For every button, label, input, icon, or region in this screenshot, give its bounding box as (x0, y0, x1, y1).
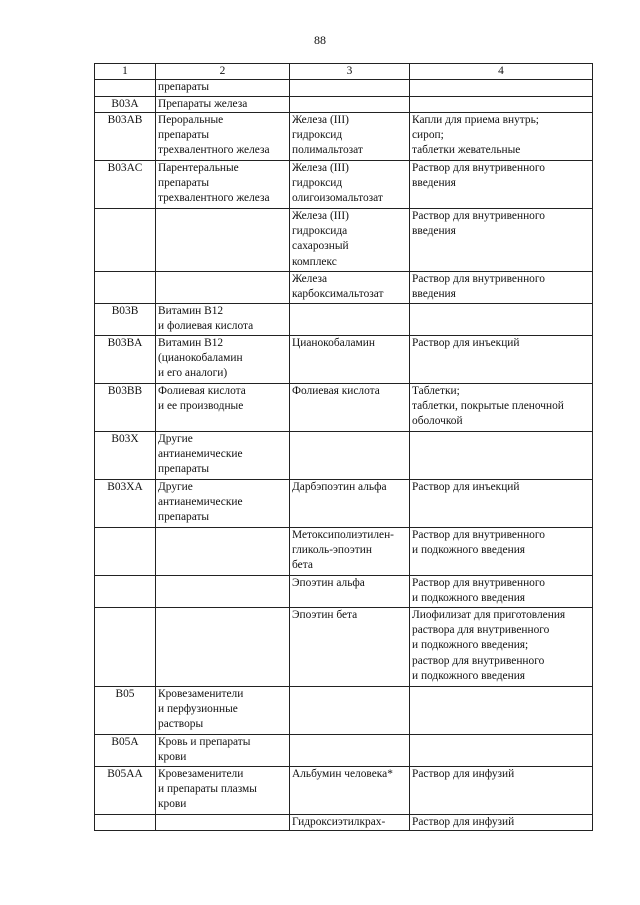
dosage-form-cell: Капли для приема внутрь; сироп; таблетки жевательные (410, 112, 593, 160)
column-header: 1 (95, 64, 156, 80)
group-name-cell: Препараты железа (156, 96, 290, 112)
table-row (95, 527, 593, 575)
group-name-cell: Кровь и препараты крови (156, 734, 290, 766)
atc-code-cell (95, 527, 156, 575)
substance-cell: Железа карбоксимальтозат (290, 271, 410, 303)
atc-code-cell (95, 271, 156, 303)
atc-code-cell (95, 814, 156, 830)
group-name-cell: препараты (156, 80, 290, 96)
group-name-cell (156, 527, 290, 575)
atc-code-cell: B03BB (95, 383, 156, 431)
group-name-cell: Кровезаменители и перфузионные растворы (156, 686, 290, 734)
atc-code-cell: B03BA (95, 335, 156, 383)
substance-cell: Цианокобаламин (290, 335, 410, 383)
table-row (95, 160, 593, 208)
table-row (95, 686, 593, 734)
group-name-cell (156, 575, 290, 607)
group-name-cell (156, 208, 290, 271)
drug-table-body (95, 64, 593, 831)
substance-cell (290, 431, 410, 479)
group-name-cell: Другие антианемические препараты (156, 479, 290, 527)
substance-cell: Фолиевая кислота (290, 383, 410, 431)
group-name-cell: Кровезаменители и препараты плазмы крови (156, 766, 290, 814)
substance-cell: Гидроксиэтилкрах- (290, 814, 410, 830)
table-row (95, 80, 593, 96)
table-row (95, 734, 593, 766)
substance-cell: Железа (III) гидроксид полимальтозат (290, 112, 410, 160)
table-row (95, 814, 593, 830)
table-row (95, 96, 593, 112)
group-name-cell (156, 271, 290, 303)
dosage-form-cell: Раствор для внутривенного введения (410, 208, 593, 271)
atc-code-cell: B03AB (95, 112, 156, 160)
dosage-form-cell: Раствор для внутривенного и подкожного введения (410, 575, 593, 607)
group-name-cell: Витамин B12 (цианокобаламин и его аналоги) (156, 335, 290, 383)
substance-cell (290, 734, 410, 766)
atc-code-cell: B05 (95, 686, 156, 734)
column-header: 4 (410, 64, 593, 80)
dosage-form-cell: Лиофилизат для приготовления раствора для внутривенного и подкожного введения; раствор для внутривенного и подкожного введения (410, 607, 593, 686)
table-row (95, 766, 593, 814)
dosage-form-cell: Раствор для инфузий (410, 766, 593, 814)
table-row (95, 383, 593, 431)
table-row (95, 335, 593, 383)
atc-code-cell: B03B (95, 303, 156, 335)
table-row (95, 303, 593, 335)
table-row (95, 431, 593, 479)
substance-cell (290, 80, 410, 96)
group-name-cell: Витамин B12 и фолиевая кислота (156, 303, 290, 335)
substance-cell: Эпоэтин бета (290, 607, 410, 686)
dosage-form-cell: Раствор для внутривенного и подкожного введения (410, 527, 593, 575)
substance-cell (290, 686, 410, 734)
substance-cell (290, 96, 410, 112)
atc-code-cell: B03X (95, 431, 156, 479)
atc-code-cell (95, 208, 156, 271)
substance-cell: Метоксиполиэтилен- гликоль-эпоэтин бета (290, 527, 410, 575)
atc-code-cell: B03XA (95, 479, 156, 527)
substance-cell: Эпоэтин альфа (290, 575, 410, 607)
group-name-cell: Фолиевая кислота и ее производные (156, 383, 290, 431)
dosage-form-cell: Раствор для инъекций (410, 335, 593, 383)
dosage-form-cell: Таблетки; таблетки, покрытые пленочной оболочкой (410, 383, 593, 431)
group-name-cell (156, 607, 290, 686)
table-header-row (95, 64, 593, 80)
table-row (95, 112, 593, 160)
atc-code-cell: B03A (95, 96, 156, 112)
dosage-form-cell (410, 96, 593, 112)
page-number: 88 (314, 33, 326, 47)
dosage-form-cell (410, 431, 593, 479)
group-name-cell: Пероральные препараты трехвалентного железа (156, 112, 290, 160)
dosage-form-cell: Раствор для внутривенного введения (410, 271, 593, 303)
atc-code-cell: B03AC (95, 160, 156, 208)
table-row (95, 271, 593, 303)
dosage-form-cell (410, 80, 593, 96)
substance-cell: Железа (III) гидроксид олигоизомальтозат (290, 160, 410, 208)
column-header: 2 (156, 64, 290, 80)
group-name-cell: Другие антианемические препараты (156, 431, 290, 479)
dosage-form-cell (410, 686, 593, 734)
substance-cell: Дарбэпоэтин альфа (290, 479, 410, 527)
dosage-form-cell: Раствор для внутривенного введения (410, 160, 593, 208)
table-row (95, 575, 593, 607)
column-header: 3 (290, 64, 410, 80)
dosage-form-cell: Раствор для инфузий (410, 814, 593, 830)
atc-code-cell (95, 80, 156, 96)
dosage-form-cell (410, 303, 593, 335)
group-name-cell (156, 814, 290, 830)
atc-code-cell: B05A (95, 734, 156, 766)
table-row (95, 607, 593, 686)
substance-cell (290, 303, 410, 335)
table-row (95, 479, 593, 527)
group-name-cell: Парентеральные препараты трехвалентного железа (156, 160, 290, 208)
dosage-form-cell: Раствор для инъекций (410, 479, 593, 527)
drug-table (94, 63, 593, 831)
atc-code-cell (95, 607, 156, 686)
dosage-form-cell (410, 734, 593, 766)
substance-cell: Железа (III) гидроксида сахарозный комплекс (290, 208, 410, 271)
substance-cell: Альбумин человека* (290, 766, 410, 814)
table-row (95, 208, 593, 271)
atc-code-cell (95, 575, 156, 607)
atc-code-cell: B05AA (95, 766, 156, 814)
